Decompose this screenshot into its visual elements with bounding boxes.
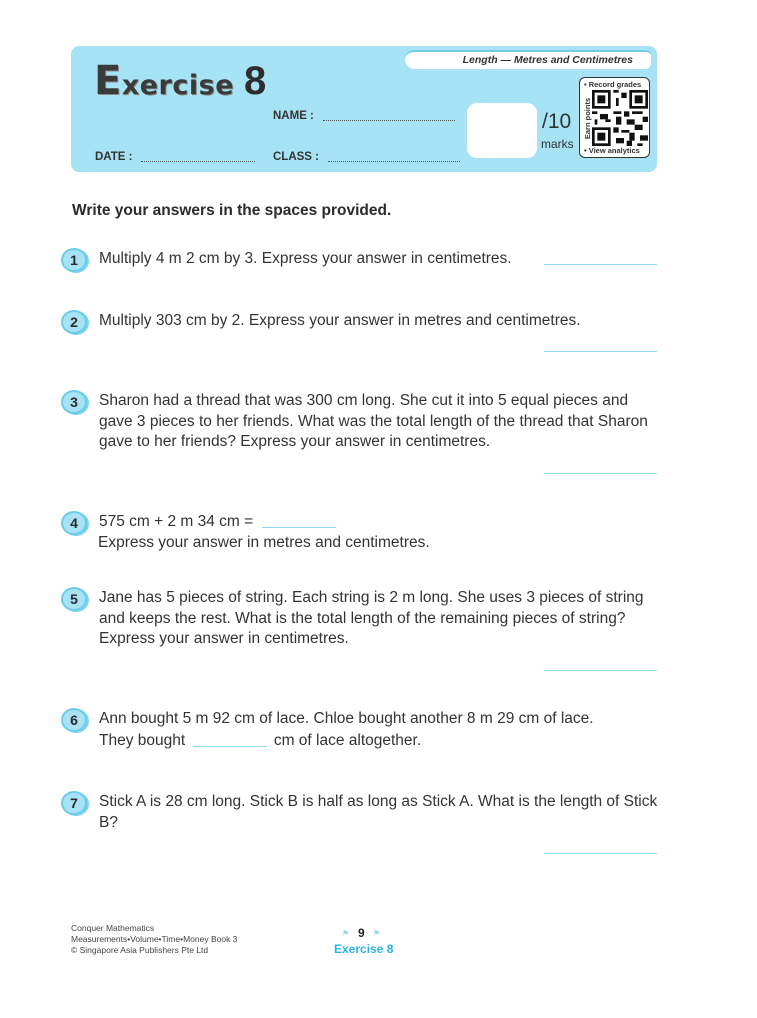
qr-view-analytics: • View analytics [584,146,640,155]
topic-tab [405,50,651,69]
name-label: NAME : [273,110,314,122]
date-field[interactable] [141,161,255,162]
class-field[interactable] [328,161,460,162]
marks-label: marks [541,137,574,151]
exercise-number: 8 [244,59,267,103]
question-number-badge: 7 [61,791,87,815]
question-number-badge: 3 [61,390,87,414]
footer-book: Measurements•Volume•Time•Money Book 3 [71,934,238,944]
question-2-answer-line[interactable] [544,351,657,352]
question-4-instruction: Express your answer in metres and centimetres. [98,534,430,551]
page-number: 9 [358,926,365,940]
footer-exercise-label: Exercise 8 [334,942,394,956]
exercise-title: Exercise 8 [94,58,267,104]
instruction-text: Write your answers in the spaces provided. [72,202,392,219]
footer-series: Conquer Mathematics [71,923,155,933]
footer-publication-info [71,923,237,956]
qr-code-icon [592,90,648,146]
date-label: DATE : [95,151,133,163]
class-label: CLASS : [273,151,319,163]
footer-copyright: © Singapore Asia Publishers Pte Ltd [71,945,209,955]
question-1-answer-line[interactable] [544,264,657,265]
question-number-badge: 1 [61,248,87,272]
question-3-answer-line[interactable] [544,473,657,474]
question-5-answer-line[interactable] [544,670,657,671]
qr-card[interactable] [579,77,650,158]
question-6-sentence: They bought cm of lace altogether. [99,732,422,749]
flag-right-icon: ⚑ [373,929,381,938]
marks-total: /10 [542,110,572,133]
question-5-text: Jane has 5 pieces of string. Each string is 2 m long. She uses 3 pieces of string and keeps the rest. What is the total length of the remaining pieces of string? Express your answer in centimetres. [99,589,644,647]
question-number-badge: 4 [61,511,87,535]
question-number-badge: 2 [61,310,87,334]
marks-score-box[interactable] [467,103,537,158]
question-2-text: Multiply 303 cm by 2. Express your answer in metres and centimetres. [99,312,581,329]
topic-title: Length — Metres and Centimetres [462,54,633,66]
question-1-text: Multiply 4 m 2 cm by 3. Express your answer in centimetres. [99,250,512,267]
qr-earn-points: Earn points [583,97,593,140]
question-3-text: Sharon had a thread that was 300 cm long. She cut it into 5 equal pieces and gave 3 pieces to her friends. What was the total length of the thread that Sharon gave to her friends? Express your answer in centimetres. [99,392,648,450]
flag-left-icon: ⚑ [342,929,350,938]
name-field[interactable] [323,120,455,121]
question-6-answer-blank[interactable] [193,746,267,747]
question-number-badge: 6 [61,708,87,732]
question-6-text: Ann bought 5 m 92 cm of lace. Chloe bought another 8 m 29 cm of lace. [99,710,594,727]
question-number-badge: 5 [61,587,87,611]
qr-record-grades: • Record grades [584,80,642,89]
question-7-answer-line[interactable] [544,853,657,854]
question-7-text: Stick A is 28 cm long. Stick B is half as long as Stick A. What is the length of Stick B? [99,793,658,831]
question-4-answer-blank[interactable] [262,527,336,528]
question-4-text: 575 cm + 2 m 34 cm = [99,512,664,533]
